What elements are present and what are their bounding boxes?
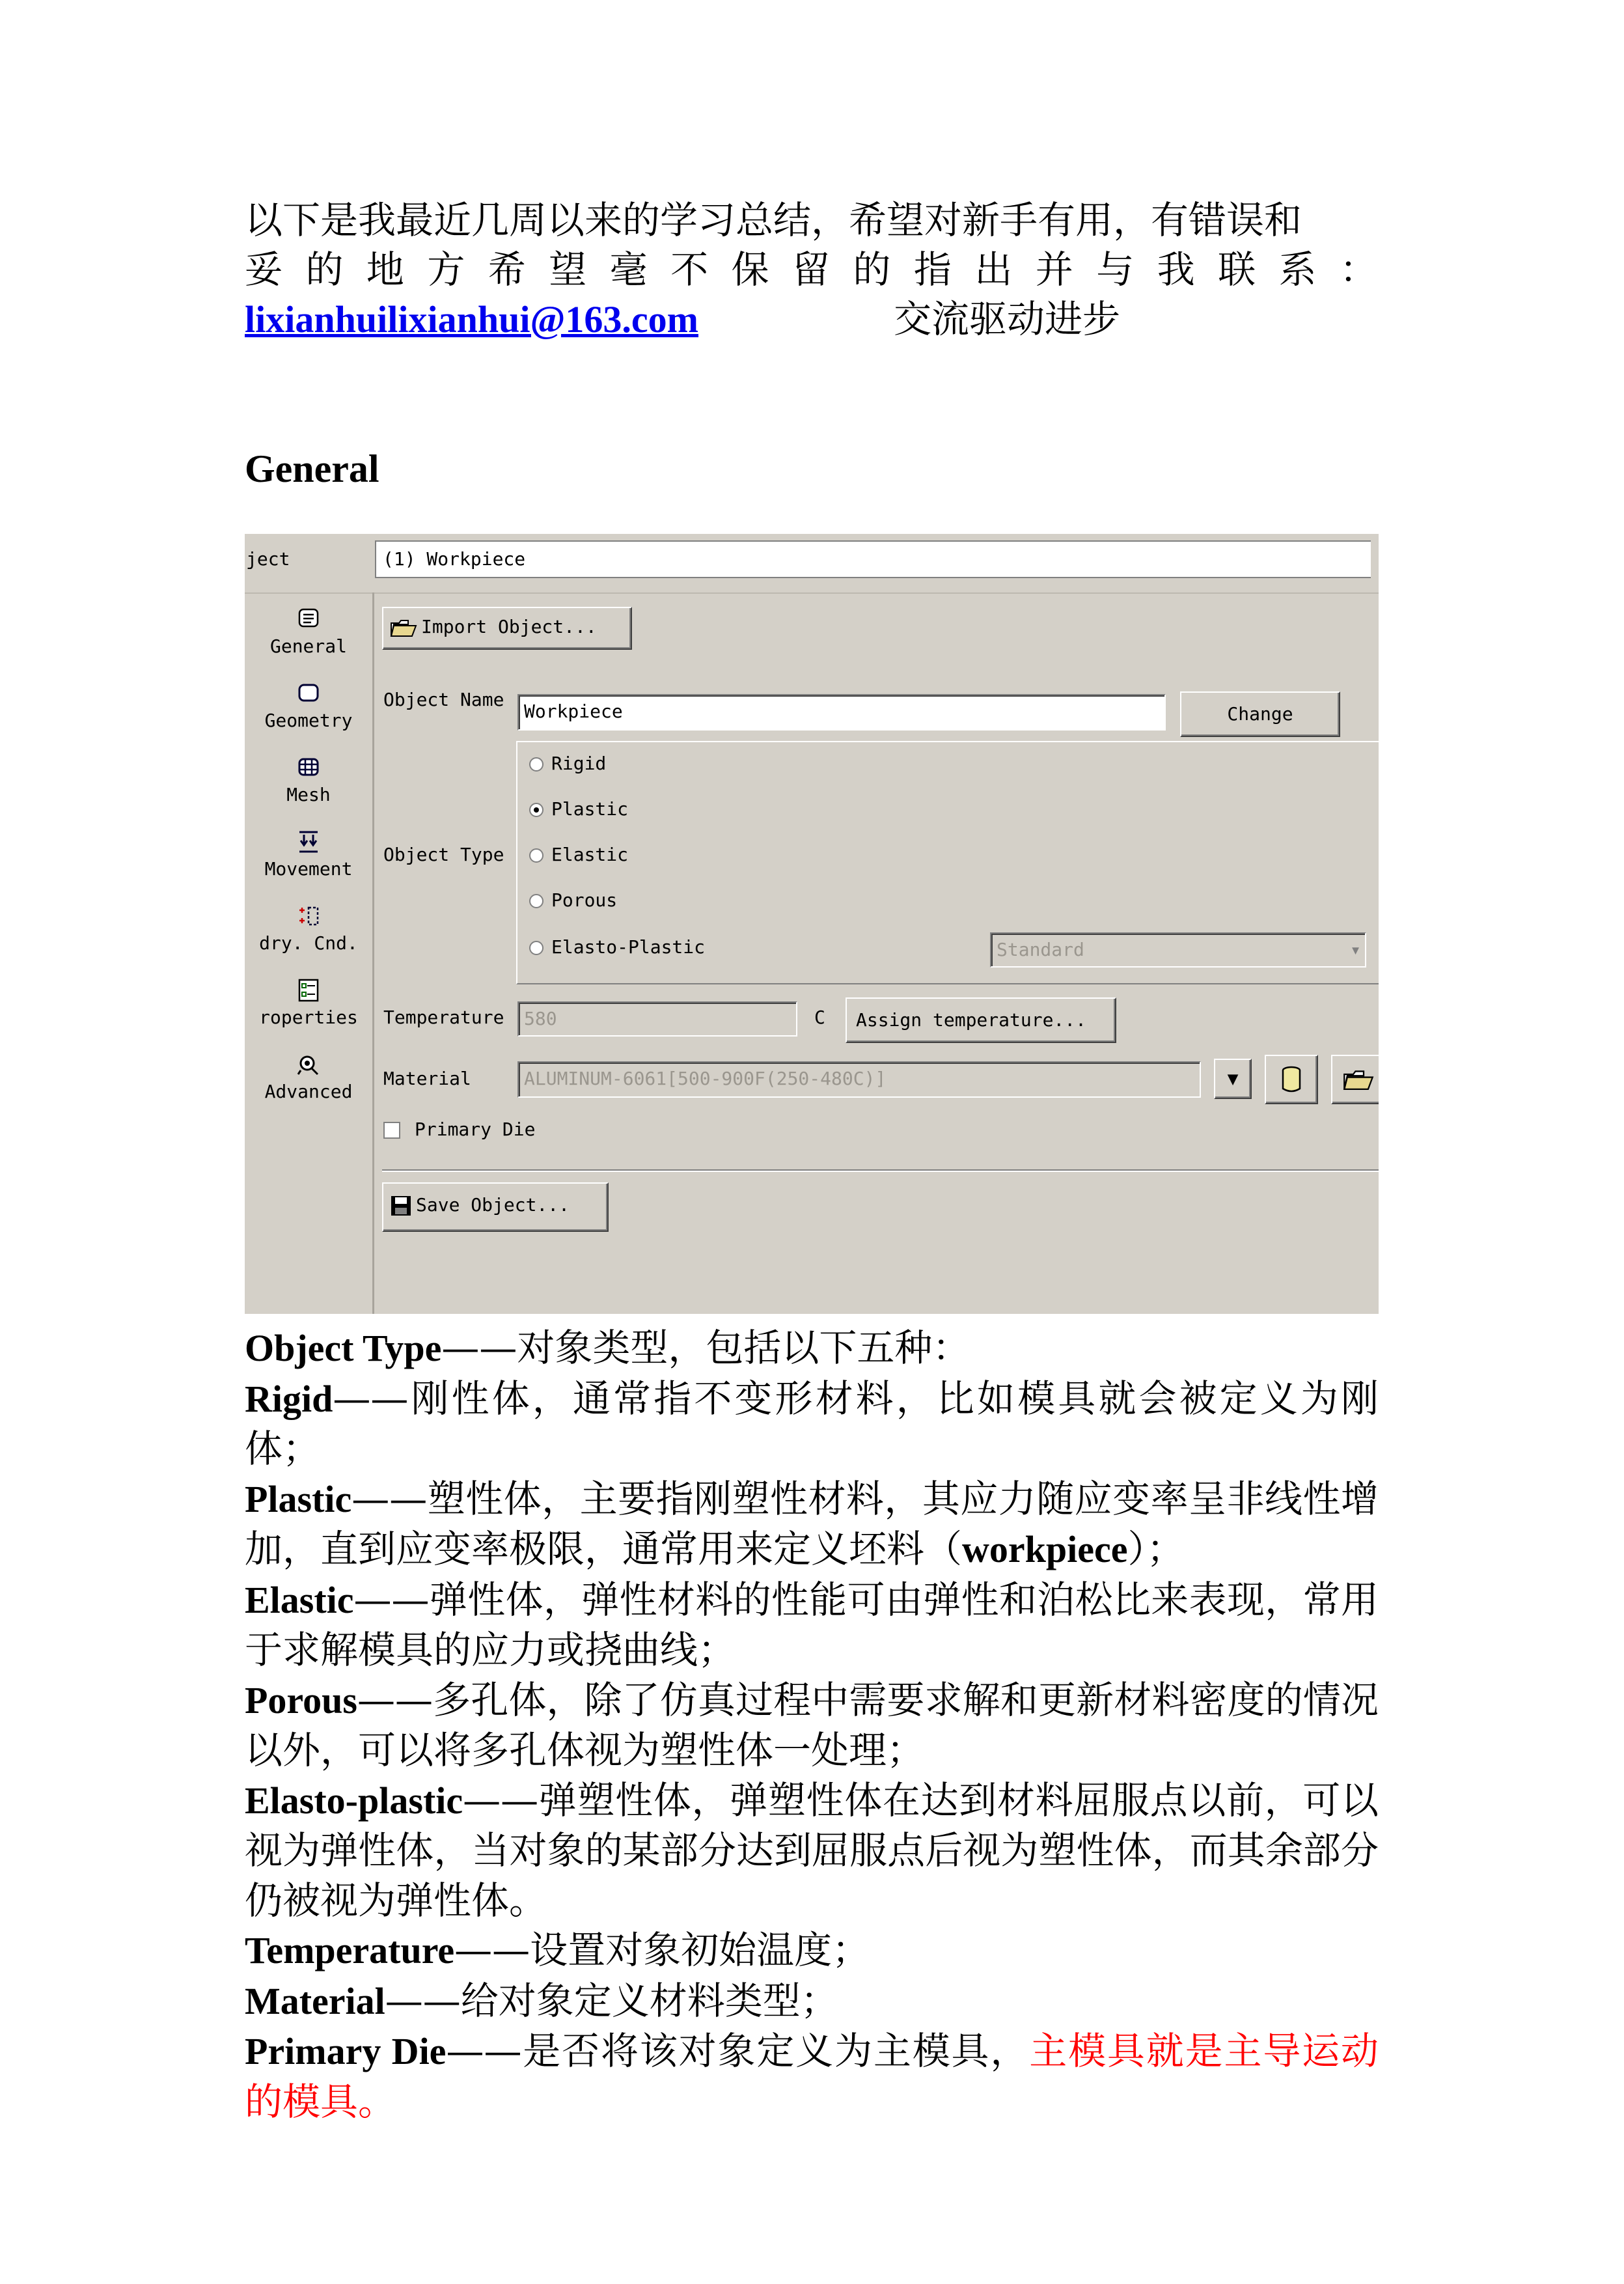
definition: ——设置对象初始温度； <box>454 1928 870 1972</box>
term: Elasto-plastic <box>245 1779 463 1822</box>
assign-temperature-button[interactable]: Assign temperature... <box>846 997 1116 1043</box>
definition: ——弹性体，弹性材料的性能可由弹性和泊松比来表现，常用于求解模具的应力或挠曲线； <box>245 1577 1379 1672</box>
description-item <box>245 1925 1379 1976</box>
material-field[interactable]: ALUMINUM-6061[500-900F(250-480C)] <box>517 1061 1201 1098</box>
section-title: General <box>245 447 379 490</box>
highlighted-note: 主模具就是主导运动的模具。 <box>245 2029 1379 2124</box>
sidebar-item-label: dry. Cnd. <box>259 932 358 954</box>
intro-line-1: 以下是我最近几周以来的学习总结，希望对新手有用，有错误和 <box>245 198 1302 242</box>
intro-motto: 交流驱动进步 <box>894 297 1121 341</box>
mesh-icon <box>294 755 323 780</box>
description-item <box>245 1323 1379 1374</box>
sidebar-item-boundary-condition[interactable] <box>245 904 372 954</box>
checkbox-label: Primary Die <box>415 1119 536 1140</box>
radio-label: Elastic <box>551 844 629 865</box>
chevron-down-icon: ▼ <box>1227 1068 1239 1089</box>
radio-rigid[interactable] <box>529 753 606 774</box>
radio-elasto-plastic[interactable] <box>529 936 705 958</box>
temperature-label: Temperature <box>383 1007 504 1028</box>
radio-label: Porous <box>551 889 618 911</box>
geometry-icon <box>294 681 323 706</box>
intro-paragraph <box>245 195 1377 344</box>
radio-button[interactable] <box>529 757 544 772</box>
open-folder-icon <box>1343 1068 1374 1091</box>
sidebar-item-label: Movement <box>264 858 353 880</box>
object-selector-bar <box>245 534 1379 594</box>
change-button[interactable]: Change <box>1180 691 1340 737</box>
definition-tail: ）； <box>1127 1527 1185 1571</box>
description-item <box>245 1675 1379 1776</box>
save-object-button[interactable] <box>382 1182 609 1232</box>
radio-button[interactable] <box>529 941 544 955</box>
radio-plastic[interactable] <box>529 798 628 820</box>
radio-label: Plastic <box>551 798 629 820</box>
floppy-disk-icon <box>390 1195 412 1217</box>
definition: ——对象类型，包括以下五种： <box>441 1326 970 1370</box>
sidebar-item-label: General <box>269 635 347 657</box>
definition: ——塑性体，主要指刚塑性材料，其应力随应变率呈非线性增加，直到应变率极限，通常用来定义坯料（ <box>245 1476 1379 1571</box>
object-type-group <box>516 741 1379 984</box>
description-item <box>245 1976 1379 2027</box>
description-item <box>245 1575 1379 1675</box>
divider <box>382 1169 1379 1172</box>
description-item <box>245 1776 1379 1926</box>
sidebar-item-geometry[interactable] <box>245 681 372 731</box>
term: Primary Die <box>245 2030 447 2072</box>
term: Elastic <box>245 1578 354 1621</box>
sidebar-item-advanced[interactable] <box>245 1052 372 1102</box>
email-link[interactable]: lixianhuilixianhui@163.com <box>245 298 698 341</box>
term: Plastic <box>245 1477 352 1520</box>
description-item <box>245 2026 1379 2126</box>
sidebar-item-label: Mesh <box>286 784 331 805</box>
general-icon <box>294 607 323 632</box>
descriptions <box>245 1323 1379 2126</box>
sidebar-item-mesh[interactable] <box>245 755 372 805</box>
sidebar-item-label: roperties <box>259 1007 358 1028</box>
description-item <box>245 1474 1379 1575</box>
definition: ——是否将该对象定义为主模具， <box>446 2029 1030 2073</box>
definition: ——多孔体，除了仿真过程中需要求解和更新材料密度的情况以外，可以将多孔体视为塑性体一处理； <box>245 1677 1379 1772</box>
radio-button-selected[interactable] <box>529 803 544 817</box>
radio-label: Elasto-Plastic <box>551 936 706 958</box>
properties-icon <box>294 978 323 1003</box>
radio-button[interactable] <box>529 894 544 908</box>
intro-line-2: 妥的地方希望毫不保留的指出并与我联系： <box>245 247 1377 292</box>
radio-elastic[interactable] <box>529 844 628 865</box>
term: Material <box>245 1979 385 2022</box>
database-icon <box>1279 1065 1304 1094</box>
term: Porous <box>245 1678 357 1721</box>
elasto-plastic-type-select[interactable] <box>990 932 1366 968</box>
definition: ——刚性体，通常指不变形材料，比如模具就会被定义为刚体； <box>245 1376 1379 1471</box>
term: Temperature <box>245 1929 455 1971</box>
import-object-label: Import Object... <box>421 616 597 637</box>
material-dropdown-button[interactable] <box>1214 1059 1252 1099</box>
select-value: Standard <box>997 939 1084 960</box>
sidebar-item-label: Geometry <box>264 710 353 731</box>
open-folder-icon <box>390 618 417 637</box>
chevron-down-icon: ▾ <box>1350 939 1361 960</box>
term: Rigid <box>245 1377 333 1420</box>
radio-label: Rigid <box>551 753 607 774</box>
sidebar-item-movement[interactable] <box>245 829 372 880</box>
sidebar <box>245 592 374 1314</box>
sidebar-item-label: Advanced <box>264 1081 353 1102</box>
general-tab-content <box>374 592 1379 1314</box>
sidebar-item-properties[interactable] <box>245 978 372 1028</box>
advanced-icon <box>294 1052 323 1077</box>
radio-porous[interactable] <box>529 889 617 911</box>
description-item <box>245 1374 1379 1474</box>
temperature-unit: C <box>814 1007 825 1028</box>
definition: ——弹塑性体，弹塑性体在达到材料屈服点以前，可以视为弹性体，当对象的某部分达到屈服点后视为塑性体，而其余部分仍被视为弹性体。 <box>245 1777 1379 1923</box>
object-name-label: Object Name <box>383 689 504 710</box>
material-label: Material <box>383 1068 471 1089</box>
movement-icon <box>294 829 323 854</box>
temperature-field[interactable]: 580 <box>517 1001 797 1037</box>
checkbox[interactable] <box>383 1122 400 1139</box>
object-name-field[interactable]: Workpiece <box>517 694 1166 731</box>
object-selector-field[interactable]: (1) Workpiece <box>375 540 1371 578</box>
term-inline: workpiece <box>962 1528 1128 1570</box>
object-type-label: Object Type <box>383 844 504 865</box>
radio-button[interactable] <box>529 848 544 863</box>
import-object-button[interactable] <box>382 607 632 650</box>
material-library-button[interactable] <box>1265 1055 1318 1104</box>
object-label: ject <box>246 548 290 570</box>
sidebar-item-general[interactable] <box>245 607 372 657</box>
term: Object Type <box>245 1327 442 1369</box>
primary-die-checkbox[interactable] <box>383 1119 535 1140</box>
boundary-condition-icon <box>294 904 323 928</box>
save-object-label: Save Object... <box>416 1194 570 1216</box>
material-open-button[interactable] <box>1331 1055 1379 1104</box>
object-settings-panel <box>245 534 1379 1314</box>
definition: ——给对象定义材料类型； <box>385 1978 838 2023</box>
